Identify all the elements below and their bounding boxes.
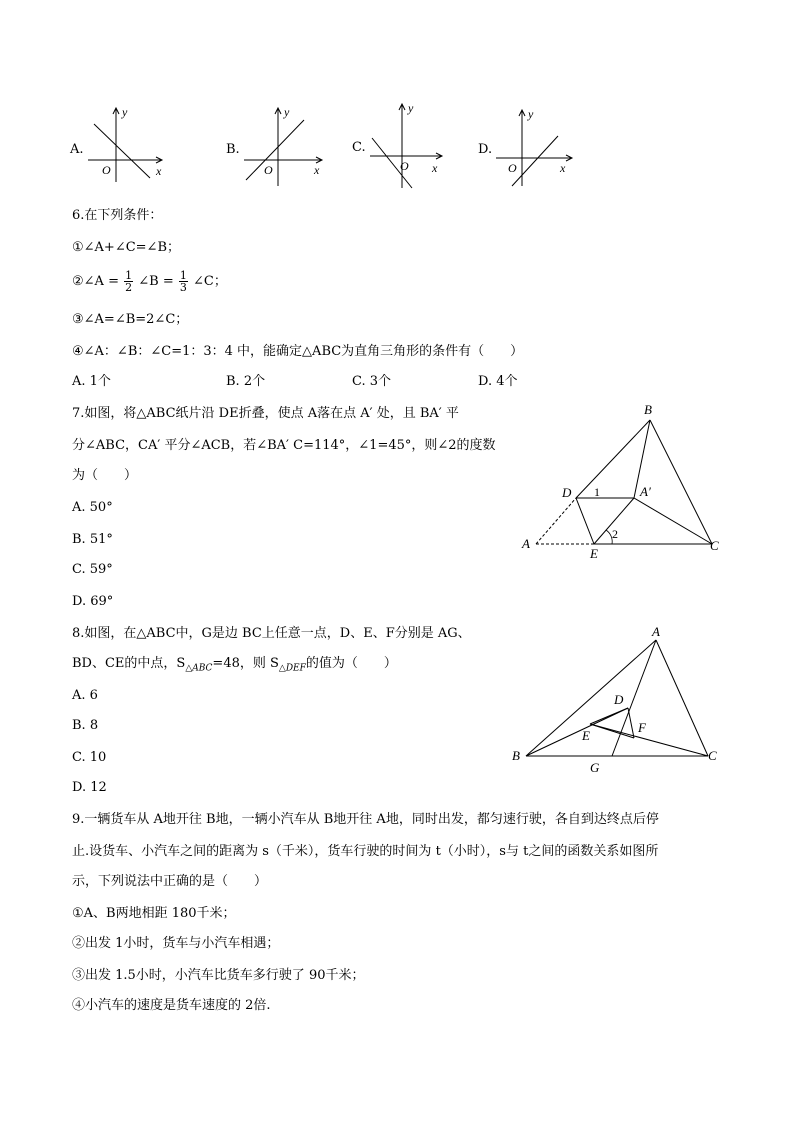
- origin-label: O: [264, 163, 273, 177]
- subscript-abc: △ABC: [185, 663, 213, 674]
- point-f-label: F: [638, 720, 646, 735]
- q7-line-3: 为（ ）: [72, 468, 138, 483]
- q9-statement-3: ③出发 1.5小时，小汽车比货车多行驶了 90千米；: [72, 968, 365, 983]
- q8-line-1: 8.如图，在△ABC中，G是边 BC上任意一点，D、E、F分别是 AG、: [72, 626, 471, 641]
- q5-graph-d: [494, 104, 576, 188]
- origin-label: O: [400, 159, 409, 173]
- point-a-label: A: [522, 536, 530, 551]
- q5-graph-b: [242, 104, 326, 186]
- q5-option-a-label: A.: [70, 142, 84, 157]
- q7-option-a: A. 50°: [72, 500, 113, 515]
- x-axis-label: x: [560, 161, 566, 175]
- angle-1-label: 1: [594, 485, 600, 499]
- q8-option-a: A. 6: [72, 688, 98, 703]
- q6-c2-prefix: ②∠A =: [72, 274, 119, 289]
- q6-option-c: C. 3个: [352, 374, 392, 389]
- point-b-label: B: [512, 748, 520, 763]
- point-e-label: E: [582, 728, 590, 743]
- q6-option-a: A. 1个: [72, 374, 111, 389]
- q8-option-c: C. 10: [72, 750, 107, 765]
- q6-condition-3: ③∠A=∠B=2∠C；: [72, 312, 189, 327]
- x-axis-label: x: [432, 161, 438, 175]
- q6-condition-4: ④∠A：∠B：∠C=1：3：4 中，能确定△ABC为直角三角形的条件有（ ）: [72, 344, 524, 359]
- q5-option-b-label: B.: [226, 142, 240, 157]
- y-axis-label: y: [408, 101, 414, 115]
- q6-option-b: B. 2个: [226, 374, 266, 389]
- point-c-label: C: [710, 538, 719, 553]
- q5-graph-c: [366, 100, 448, 190]
- q9-line-2: 止.设货车、小汽车之间的距离为 s（千米），货车行驶的时间为 t（小时），s与 t之间的函数关系如图所: [72, 844, 659, 859]
- q9-line-1: 9.一辆货车从 A地开往 B地，一辆小汽车从 B地开往 A地，同时出发，都匀速行驶，各自到达终点后停: [72, 812, 659, 827]
- q8-triangle-figure: [508, 620, 724, 776]
- y-axis-label: y: [284, 105, 290, 119]
- point-g-label: G: [590, 760, 600, 775]
- q6-c2-suffix: ∠C；: [193, 274, 227, 289]
- origin-label: O: [508, 161, 517, 175]
- point-e-label: E: [590, 546, 598, 561]
- point-d-label: D: [562, 485, 572, 500]
- q9-statement-2: ②出发 1小时，货车与小汽车相遇；: [72, 936, 280, 951]
- q5-graph-a: [86, 102, 166, 184]
- y-axis-label: y: [122, 105, 128, 119]
- q7-line-2: 分∠ABC，CA′ 平分∠ACB，若∠BA′ C=114°，∠1=45°，则∠2的度数: [72, 438, 496, 453]
- q7-option-b: B. 51°: [72, 532, 113, 547]
- q6-stem: 6.在下列条件：: [72, 208, 163, 223]
- q8-option-d: D. 12: [72, 780, 107, 795]
- angle-2-label: 2: [612, 527, 618, 541]
- point-a-label: A: [652, 624, 660, 639]
- q7-folding-figure: [516, 400, 726, 562]
- point-b-label: B: [644, 402, 652, 417]
- subscript-def: △DEF: [278, 663, 306, 674]
- q6-c2-mid: ∠B =: [138, 274, 174, 289]
- y-axis-label: y: [528, 107, 534, 121]
- q6-condition-1: ①∠A+∠C=∠B；: [72, 240, 181, 255]
- q8-line-2: BD、CE的中点，$S_{\triangle ABC}=48$，则 $S_{\triangle DEF}$的值为（ ）: [72, 656, 397, 674]
- q5-option-c-label: C.: [352, 140, 366, 155]
- q7-line-1: 7.如图，将△ABC纸片沿 DE折叠，使点 A落在点 A′ 处，且 BA′ 平: [72, 406, 459, 421]
- origin-label: O: [102, 163, 111, 177]
- line-graph-b: [246, 120, 304, 180]
- q5-option-d-label: D.: [478, 142, 493, 157]
- q9-statement-1: ①A、B两地相距 180千米；: [72, 906, 236, 921]
- q7-option-c: C. 59°: [72, 562, 113, 577]
- fraction-one-third: $\frac{1}{3}$: [179, 269, 187, 294]
- x-axis-label: x: [156, 164, 162, 178]
- q6-option-d: D. 4个: [478, 374, 518, 389]
- q8-option-b: B. 8: [72, 718, 99, 733]
- line-graph-d: [512, 136, 558, 186]
- q7-option-d: D. 69°: [72, 594, 114, 609]
- q6-condition-2: [72, 268, 227, 296]
- x-axis-label: x: [314, 163, 320, 177]
- point-d-label: D: [614, 692, 624, 707]
- q9-statement-4: ④小汽车的速度是货车速度的 2倍.: [72, 998, 271, 1013]
- fraction-one-half: $\frac{1}{2}$: [125, 269, 133, 294]
- q9-line-3: 示，下列说法中正确的是（ ）: [72, 874, 268, 889]
- point-c-label: C: [708, 748, 717, 763]
- point-a-prime-label: A′: [640, 484, 651, 499]
